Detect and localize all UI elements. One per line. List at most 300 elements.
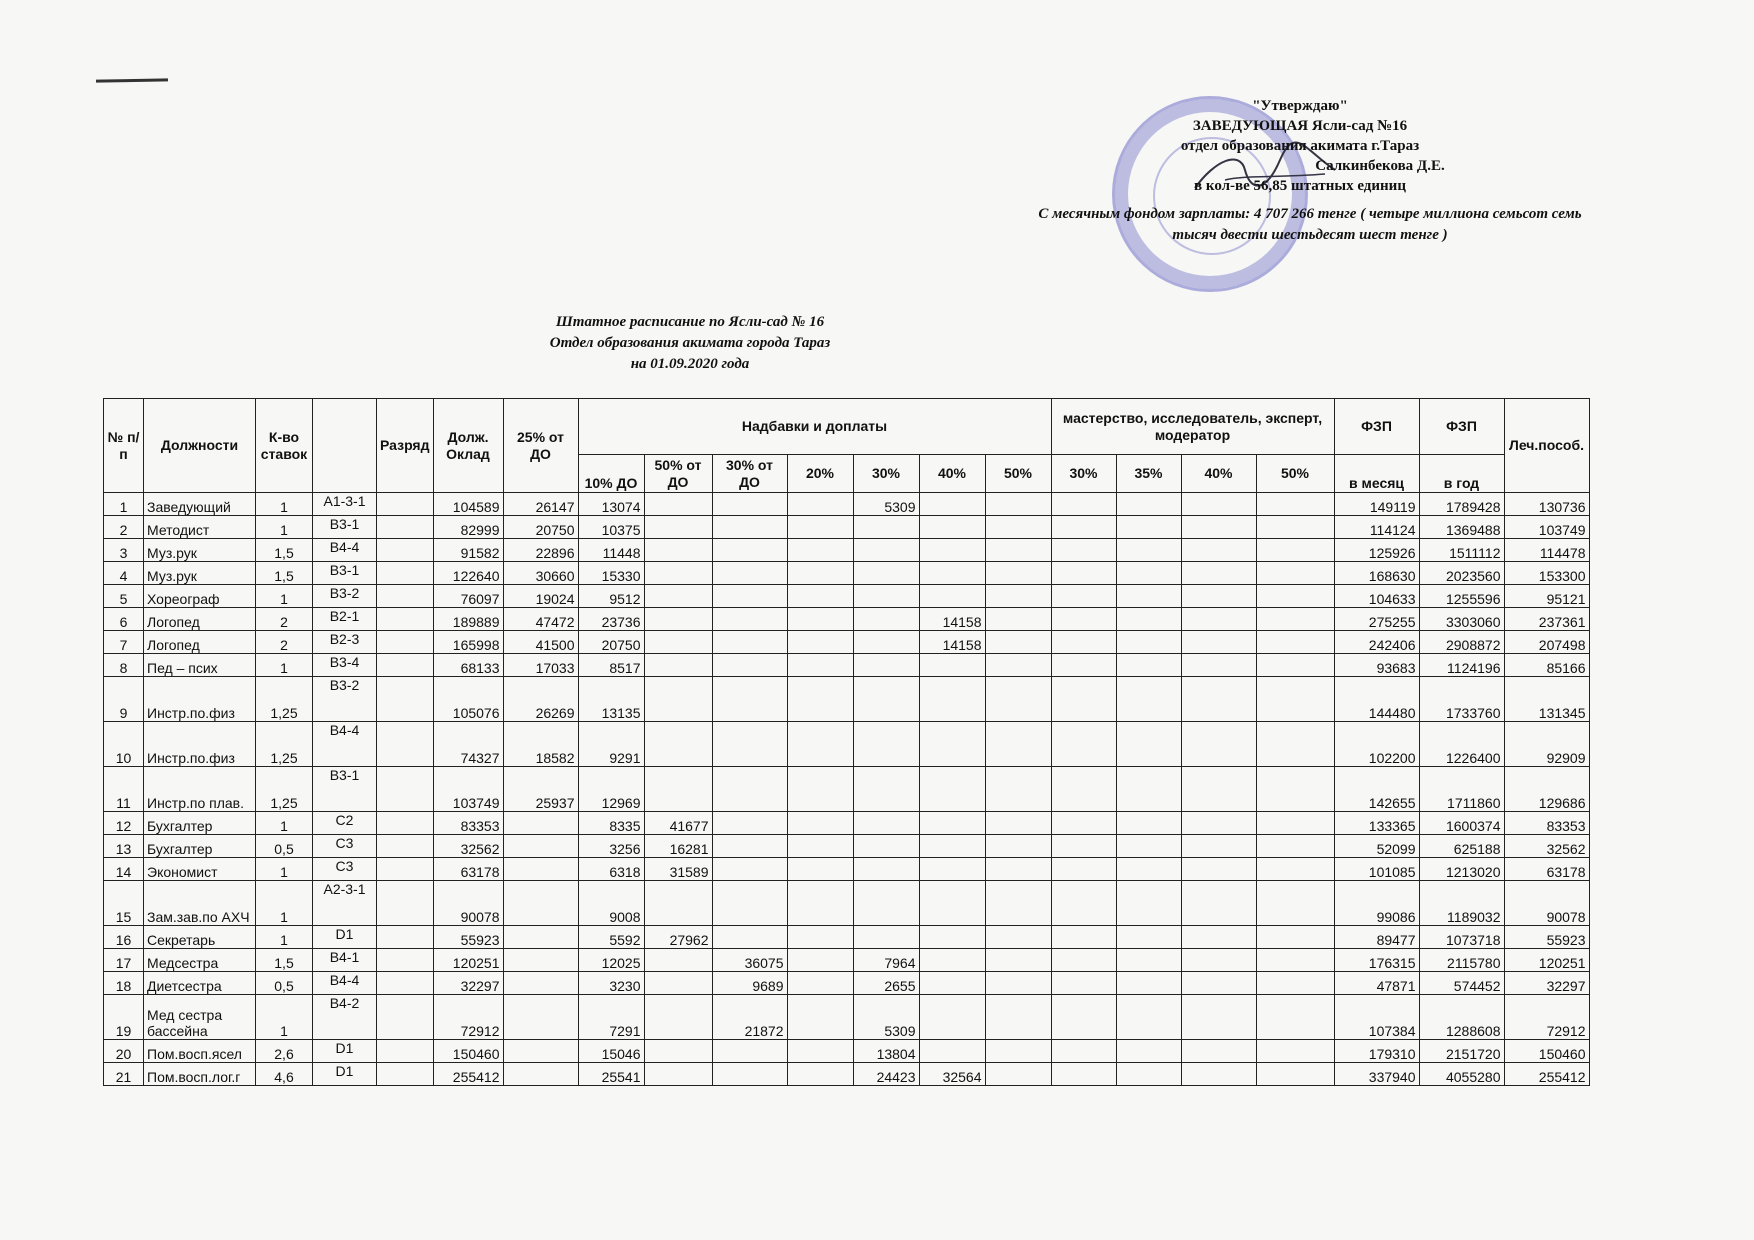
fzp-month: 47871 bbox=[1334, 972, 1419, 995]
row-number: 5 bbox=[104, 585, 144, 608]
header-position: Должности bbox=[144, 399, 256, 493]
mastery-40 bbox=[1181, 767, 1256, 812]
allowance-30 bbox=[712, 812, 787, 835]
units: 1,5 bbox=[256, 562, 313, 585]
units: 1,25 bbox=[256, 677, 313, 722]
mastery-30 bbox=[1051, 516, 1116, 539]
fzp-year: 1189032 bbox=[1419, 881, 1504, 926]
salary: 72912 bbox=[433, 995, 503, 1040]
row-number: 20 bbox=[104, 1040, 144, 1063]
salary: 189889 bbox=[433, 608, 503, 631]
mastery-30 bbox=[1051, 585, 1116, 608]
grade bbox=[377, 516, 434, 539]
mastery-40 bbox=[1181, 539, 1256, 562]
position-name: Логопед bbox=[144, 608, 256, 631]
pct25-allowance: 41500 bbox=[503, 631, 578, 654]
mastery-40 bbox=[1181, 608, 1256, 631]
subheader: 30% bbox=[853, 455, 919, 493]
allowance-50pct bbox=[985, 631, 1051, 654]
mastery-35 bbox=[1116, 539, 1181, 562]
subheader: 30% bbox=[1051, 455, 1116, 493]
subheader: 35% bbox=[1116, 455, 1181, 493]
allowance-30pct bbox=[853, 562, 919, 585]
fzp-month: 114124 bbox=[1334, 516, 1419, 539]
mastery-35 bbox=[1116, 881, 1181, 926]
mastery-30 bbox=[1051, 926, 1116, 949]
allowance-30 bbox=[712, 654, 787, 677]
allowance-30pct bbox=[853, 539, 919, 562]
allowance-50 bbox=[644, 516, 712, 539]
allowance-20pct bbox=[787, 608, 853, 631]
allowance-50 bbox=[644, 881, 712, 926]
allowance-30 bbox=[712, 926, 787, 949]
salary: 105076 bbox=[433, 677, 503, 722]
table-row bbox=[104, 722, 1590, 767]
fzp-year: 1213020 bbox=[1419, 858, 1504, 881]
row-number: 11 bbox=[104, 767, 144, 812]
fzp-year: 1288608 bbox=[1419, 995, 1504, 1040]
allowance-50 bbox=[644, 562, 712, 585]
medical-allowance: 83353 bbox=[1504, 812, 1589, 835]
allowance-30pct bbox=[853, 677, 919, 722]
fzp-year: 2023560 bbox=[1419, 562, 1504, 585]
approval-line-2: ЗАВЕДУЮЩАЯ Ясли-сад №16 bbox=[1192, 118, 1408, 134]
mastery-50 bbox=[1256, 1063, 1334, 1086]
allowance-10: 23736 bbox=[578, 608, 644, 631]
title-line-3: на 01.09.2020 года bbox=[630, 356, 750, 372]
mastery-30 bbox=[1051, 995, 1116, 1040]
mastery-35 bbox=[1116, 995, 1181, 1040]
mastery-35 bbox=[1116, 677, 1181, 722]
subheader: в месяц bbox=[1334, 455, 1419, 493]
allowance-20pct bbox=[787, 972, 853, 995]
pct25-allowance bbox=[503, 881, 578, 926]
fzp-month: 93683 bbox=[1334, 654, 1419, 677]
medical-allowance: 114478 bbox=[1504, 539, 1589, 562]
fzp-month: 107384 bbox=[1334, 995, 1419, 1040]
medical-allowance: 92909 bbox=[1504, 722, 1589, 767]
fzp-year: 1711860 bbox=[1419, 767, 1504, 812]
table-row bbox=[104, 1040, 1590, 1063]
fzp-year: 2151720 bbox=[1419, 1040, 1504, 1063]
allowance-40pct: 14158 bbox=[919, 631, 985, 654]
allowance-50pct bbox=[985, 608, 1051, 631]
salary: 150460 bbox=[433, 1040, 503, 1063]
allowance-20pct bbox=[787, 949, 853, 972]
allowance-10: 8517 bbox=[578, 654, 644, 677]
mastery-35 bbox=[1116, 949, 1181, 972]
allowance-30 bbox=[712, 858, 787, 881]
allowance-30pct bbox=[853, 722, 919, 767]
allowance-10: 3230 bbox=[578, 972, 644, 995]
mastery-30 bbox=[1051, 1040, 1116, 1063]
position-name: Заведующий bbox=[144, 493, 256, 516]
mastery-50 bbox=[1256, 881, 1334, 926]
salary: 83353 bbox=[433, 812, 503, 835]
salary: 90078 bbox=[433, 881, 503, 926]
fzp-year: 1255596 bbox=[1419, 585, 1504, 608]
grade bbox=[377, 926, 434, 949]
mastery-40 bbox=[1181, 881, 1256, 926]
allowance-10: 13135 bbox=[578, 677, 644, 722]
salary: 91582 bbox=[433, 539, 503, 562]
salary: 103749 bbox=[433, 767, 503, 812]
allowance-50 bbox=[644, 767, 712, 812]
mastery-30 bbox=[1051, 654, 1116, 677]
units: 1 bbox=[256, 812, 313, 835]
allowance-20pct bbox=[787, 767, 853, 812]
grade bbox=[377, 677, 434, 722]
row-number: 1 bbox=[104, 493, 144, 516]
position-name: Муз.рук bbox=[144, 562, 256, 585]
header-mastery: мастерство, исследователь, эксперт, модератор bbox=[1051, 399, 1334, 455]
position-name: Инстр.по.физ bbox=[144, 677, 256, 722]
pct25-allowance bbox=[503, 972, 578, 995]
position-code: A1-3-1 bbox=[313, 493, 377, 516]
medical-allowance: 153300 bbox=[1504, 562, 1589, 585]
medical-allowance: 129686 bbox=[1504, 767, 1589, 812]
fzp-year: 1733760 bbox=[1419, 677, 1504, 722]
allowance-20pct bbox=[787, 585, 853, 608]
mastery-35 bbox=[1116, 722, 1181, 767]
fzp-year: 2908872 bbox=[1419, 631, 1504, 654]
allowance-50: 41677 bbox=[644, 812, 712, 835]
fzp-year: 2115780 bbox=[1419, 949, 1504, 972]
position-name: Секретарь bbox=[144, 926, 256, 949]
mastery-35 bbox=[1116, 585, 1181, 608]
allowance-50 bbox=[644, 722, 712, 767]
table-row bbox=[104, 881, 1590, 926]
allowance-10: 9512 bbox=[578, 585, 644, 608]
mastery-35 bbox=[1116, 835, 1181, 858]
position-code: C3 bbox=[313, 835, 377, 858]
row-number: 13 bbox=[104, 835, 144, 858]
mastery-40 bbox=[1181, 835, 1256, 858]
units: 0,5 bbox=[256, 835, 313, 858]
medical-allowance: 255412 bbox=[1504, 1063, 1589, 1086]
units: 1 bbox=[256, 881, 313, 926]
header-allowances: Надбавки и доплаты bbox=[578, 399, 1051, 455]
mastery-30 bbox=[1051, 767, 1116, 812]
mastery-30 bbox=[1051, 562, 1116, 585]
mastery-30 bbox=[1051, 835, 1116, 858]
fzp-month: 99086 bbox=[1334, 881, 1419, 926]
allowance-20pct bbox=[787, 516, 853, 539]
allowance-30pct bbox=[853, 767, 919, 812]
table-row bbox=[104, 654, 1590, 677]
allowance-40pct bbox=[919, 654, 985, 677]
fzp-year: 1789428 bbox=[1419, 493, 1504, 516]
fzp-month: 168630 bbox=[1334, 562, 1419, 585]
allowance-50pct bbox=[985, 562, 1051, 585]
allowance-20pct bbox=[787, 722, 853, 767]
medical-allowance: 237361 bbox=[1504, 608, 1589, 631]
table-row bbox=[104, 858, 1590, 881]
salary: 63178 bbox=[433, 858, 503, 881]
mastery-30 bbox=[1051, 949, 1116, 972]
units: 2 bbox=[256, 631, 313, 654]
grade bbox=[377, 949, 434, 972]
allowance-10: 6318 bbox=[578, 858, 644, 881]
allowance-50pct bbox=[985, 926, 1051, 949]
title-line-2: Отдел образования акимата города Тараз bbox=[549, 335, 831, 351]
allowance-50pct bbox=[985, 835, 1051, 858]
row-number: 8 bbox=[104, 654, 144, 677]
pct25-allowance: 18582 bbox=[503, 722, 578, 767]
mastery-50 bbox=[1256, 926, 1334, 949]
mastery-50 bbox=[1256, 516, 1334, 539]
allowance-30pct bbox=[853, 926, 919, 949]
allowance-10: 12969 bbox=[578, 767, 644, 812]
allowance-10: 12025 bbox=[578, 949, 644, 972]
header-salary: Долж. Оклад bbox=[433, 399, 503, 493]
mastery-50 bbox=[1256, 949, 1334, 972]
fzp-month: 125926 bbox=[1334, 539, 1419, 562]
mastery-50 bbox=[1256, 858, 1334, 881]
allowance-50 bbox=[644, 1040, 712, 1063]
grade bbox=[377, 585, 434, 608]
table-row bbox=[104, 585, 1590, 608]
row-number: 2 bbox=[104, 516, 144, 539]
pct25-allowance: 20750 bbox=[503, 516, 578, 539]
allowance-40pct bbox=[919, 585, 985, 608]
position-name: Мед сестра бассейна bbox=[144, 995, 256, 1040]
header-pct25: 25% от ДО bbox=[503, 399, 578, 493]
mastery-40 bbox=[1181, 585, 1256, 608]
allowance-50pct bbox=[985, 858, 1051, 881]
allowance-20pct bbox=[787, 881, 853, 926]
allowance-40pct bbox=[919, 1040, 985, 1063]
table-row bbox=[104, 516, 1590, 539]
allowance-30 bbox=[712, 585, 787, 608]
medical-allowance: 90078 bbox=[1504, 881, 1589, 926]
position-code: B4-4 bbox=[313, 722, 377, 767]
allowance-40pct bbox=[919, 972, 985, 995]
medical-allowance: 131345 bbox=[1504, 677, 1589, 722]
allowance-50 bbox=[644, 631, 712, 654]
pct25-allowance bbox=[503, 858, 578, 881]
mastery-40 bbox=[1181, 812, 1256, 835]
subheader: 40% bbox=[1181, 455, 1256, 493]
allowance-50: 31589 bbox=[644, 858, 712, 881]
units: 1,5 bbox=[256, 949, 313, 972]
row-number: 3 bbox=[104, 539, 144, 562]
position-name: Медсестра bbox=[144, 949, 256, 972]
allowance-50pct bbox=[985, 995, 1051, 1040]
allowance-20pct bbox=[787, 654, 853, 677]
mastery-30 bbox=[1051, 677, 1116, 722]
allowance-50 bbox=[644, 493, 712, 516]
fzp-month: 337940 bbox=[1334, 1063, 1419, 1086]
position-code: D1 bbox=[313, 926, 377, 949]
allowance-50pct bbox=[985, 493, 1051, 516]
allowance-30pct bbox=[853, 585, 919, 608]
allowance-40pct bbox=[919, 562, 985, 585]
allowance-30pct: 13804 bbox=[853, 1040, 919, 1063]
position-code: B3-4 bbox=[313, 654, 377, 677]
mastery-30 bbox=[1051, 722, 1116, 767]
position-code: B4-4 bbox=[313, 539, 377, 562]
approval-block bbox=[960, 96, 1640, 246]
allowance-30: 21872 bbox=[712, 995, 787, 1040]
row-number: 12 bbox=[104, 812, 144, 835]
mastery-30 bbox=[1051, 812, 1116, 835]
mastery-40 bbox=[1181, 1063, 1256, 1086]
allowance-40pct bbox=[919, 539, 985, 562]
mastery-50 bbox=[1256, 835, 1334, 858]
units: 1 bbox=[256, 516, 313, 539]
subheader: 40% bbox=[919, 455, 985, 493]
position-name: Логопед bbox=[144, 631, 256, 654]
allowance-30 bbox=[712, 1063, 787, 1086]
mastery-35 bbox=[1116, 654, 1181, 677]
salary: 76097 bbox=[433, 585, 503, 608]
allowance-50 bbox=[644, 1063, 712, 1086]
mastery-50 bbox=[1256, 585, 1334, 608]
allowance-10: 15046 bbox=[578, 1040, 644, 1063]
row-number: 14 bbox=[104, 858, 144, 881]
salary: 68133 bbox=[433, 654, 503, 677]
position-code: B4-4 bbox=[313, 972, 377, 995]
mastery-35 bbox=[1116, 926, 1181, 949]
allowance-40pct bbox=[919, 995, 985, 1040]
subheader: 20% bbox=[787, 455, 853, 493]
fzp-month: 144480 bbox=[1334, 677, 1419, 722]
allowance-40pct bbox=[919, 858, 985, 881]
medical-allowance: 130736 bbox=[1504, 493, 1589, 516]
allowance-30pct: 5309 bbox=[853, 995, 919, 1040]
row-number: 19 bbox=[104, 995, 144, 1040]
salary: 32562 bbox=[433, 835, 503, 858]
mastery-35 bbox=[1116, 1063, 1181, 1086]
allowance-20pct bbox=[787, 812, 853, 835]
mastery-50 bbox=[1256, 677, 1334, 722]
mastery-30 bbox=[1051, 608, 1116, 631]
position-name: Пом.восп.ясел bbox=[144, 1040, 256, 1063]
units: 1 bbox=[256, 654, 313, 677]
mastery-40 bbox=[1181, 926, 1256, 949]
units: 1 bbox=[256, 926, 313, 949]
allowance-50pct bbox=[985, 516, 1051, 539]
subheader: в год bbox=[1419, 455, 1504, 493]
mastery-40 bbox=[1181, 858, 1256, 881]
pct25-allowance: 30660 bbox=[503, 562, 578, 585]
table-row bbox=[104, 562, 1590, 585]
allowance-50pct bbox=[985, 812, 1051, 835]
mastery-30 bbox=[1051, 493, 1116, 516]
position-code: C2 bbox=[313, 812, 377, 835]
allowance-50pct bbox=[985, 585, 1051, 608]
allowance-30pct bbox=[853, 858, 919, 881]
fzp-year: 1226400 bbox=[1419, 722, 1504, 767]
allowance-50pct bbox=[985, 767, 1051, 812]
allowance-30pct bbox=[853, 812, 919, 835]
medical-allowance: 120251 bbox=[1504, 949, 1589, 972]
row-number: 21 bbox=[104, 1063, 144, 1086]
allowance-30 bbox=[712, 722, 787, 767]
allowance-50 bbox=[644, 972, 712, 995]
allowance-50pct bbox=[985, 677, 1051, 722]
pct25-allowance bbox=[503, 812, 578, 835]
allowance-10: 9291 bbox=[578, 722, 644, 767]
allowance-20pct bbox=[787, 1063, 853, 1086]
medical-allowance: 150460 bbox=[1504, 1040, 1589, 1063]
grade bbox=[377, 767, 434, 812]
allowance-30 bbox=[712, 1040, 787, 1063]
salary-fund bbox=[960, 204, 1640, 246]
position-name: Зам.зав.по АХЧ bbox=[144, 881, 256, 926]
salary: 55923 bbox=[433, 926, 503, 949]
grade bbox=[377, 654, 434, 677]
position-name: Инстр.по плав. bbox=[144, 767, 256, 812]
grade bbox=[377, 493, 434, 516]
position-code: B4-2 bbox=[313, 995, 377, 1040]
units: 1,5 bbox=[256, 539, 313, 562]
subheader: 30% от ДО bbox=[712, 455, 787, 493]
position-code: B3-2 bbox=[313, 677, 377, 722]
allowance-40pct bbox=[919, 881, 985, 926]
mastery-35 bbox=[1116, 812, 1181, 835]
salary: 255412 bbox=[433, 1063, 503, 1086]
medical-allowance: 95121 bbox=[1504, 585, 1589, 608]
table-row bbox=[104, 539, 1590, 562]
mastery-50 bbox=[1256, 767, 1334, 812]
allowance-30 bbox=[712, 835, 787, 858]
table-row bbox=[104, 608, 1590, 631]
fzp-month: 275255 bbox=[1334, 608, 1419, 631]
allowance-30 bbox=[712, 631, 787, 654]
salary: 122640 bbox=[433, 562, 503, 585]
position-code: D1 bbox=[313, 1063, 377, 1086]
position-name: Диетсестра bbox=[144, 972, 256, 995]
units: 1,25 bbox=[256, 767, 313, 812]
header-fzp-month: ФЗП bbox=[1334, 399, 1419, 455]
salary: 120251 bbox=[433, 949, 503, 972]
allowance-40pct bbox=[919, 835, 985, 858]
allowance-50pct bbox=[985, 949, 1051, 972]
mastery-40 bbox=[1181, 493, 1256, 516]
allowance-10: 5592 bbox=[578, 926, 644, 949]
header-med: Леч.пособ. bbox=[1504, 399, 1589, 493]
staff-schedule-table bbox=[103, 398, 1590, 1086]
allowance-30pct: 7964 bbox=[853, 949, 919, 972]
position-name: Пом.восп.лог.г bbox=[144, 1063, 256, 1086]
fzp-year: 1600374 bbox=[1419, 812, 1504, 835]
approval-line-5: в кол-ве 56,85 штатных единиц bbox=[1194, 178, 1406, 194]
grade bbox=[377, 562, 434, 585]
allowance-30 bbox=[712, 493, 787, 516]
allowance-30pct bbox=[853, 516, 919, 539]
allowance-30 bbox=[712, 539, 787, 562]
allowance-30 bbox=[712, 608, 787, 631]
mastery-35 bbox=[1116, 493, 1181, 516]
mastery-35 bbox=[1116, 608, 1181, 631]
salary: 165998 bbox=[433, 631, 503, 654]
fzp-month: 102200 bbox=[1334, 722, 1419, 767]
position-name: Экономист bbox=[144, 858, 256, 881]
allowance-30pct bbox=[853, 881, 919, 926]
position-code: D1 bbox=[313, 1040, 377, 1063]
units: 2,6 bbox=[256, 1040, 313, 1063]
grade bbox=[377, 858, 434, 881]
table-row bbox=[104, 949, 1590, 972]
mastery-40 bbox=[1181, 1040, 1256, 1063]
row-number: 15 bbox=[104, 881, 144, 926]
grade bbox=[377, 995, 434, 1040]
pct25-allowance: 17033 bbox=[503, 654, 578, 677]
header-grade: Разряд bbox=[377, 399, 434, 493]
mastery-30 bbox=[1051, 858, 1116, 881]
